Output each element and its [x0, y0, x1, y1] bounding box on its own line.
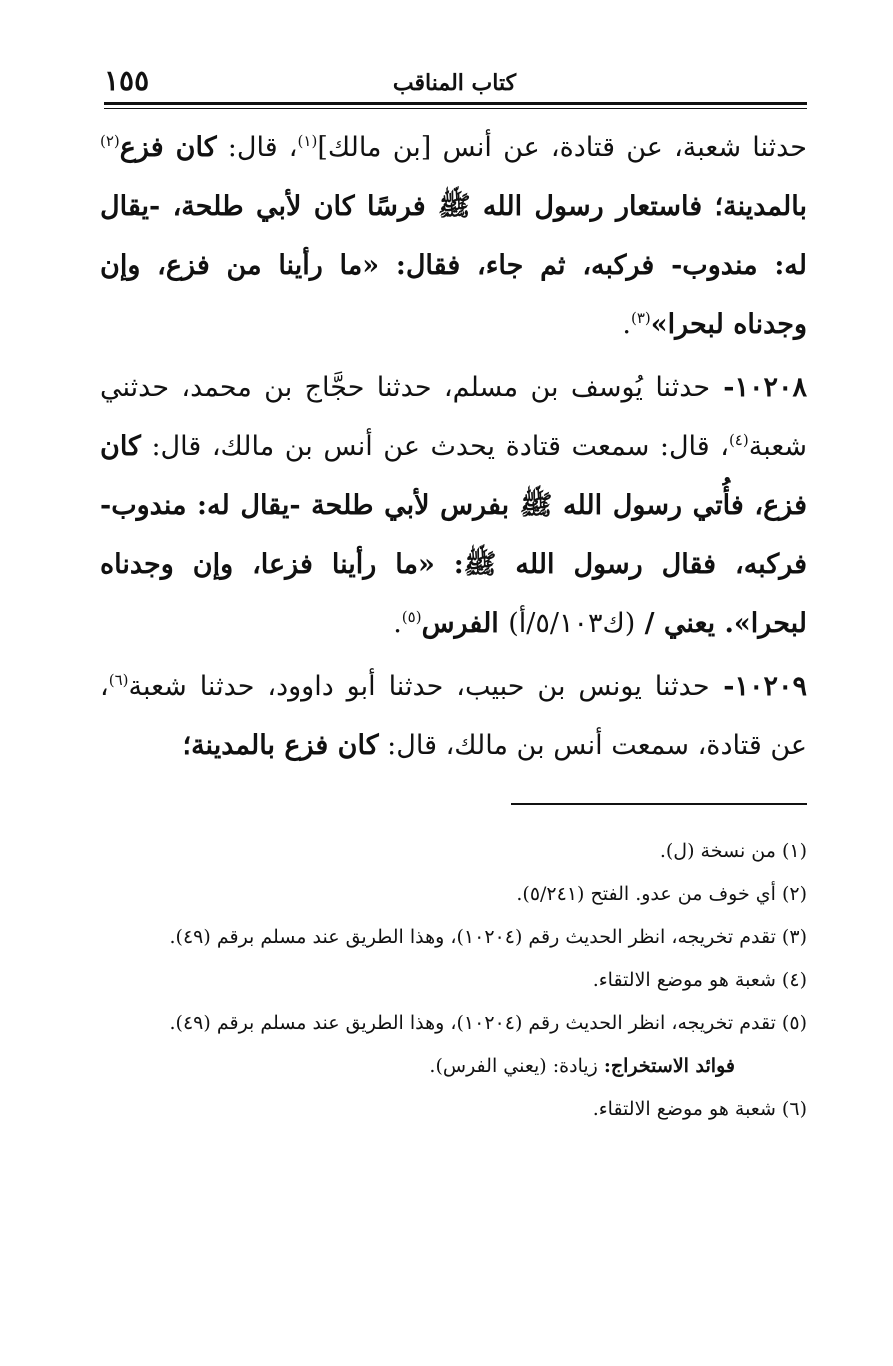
footnote-2: (٢) أي خوف من عدو. الفتح (٥/٢٤١).: [516, 883, 807, 905]
paragraph-3: ١٠٢٠٩- حدثنا يونس بن حبيب، حدثنا أبو داوود، حدثنا شعبة$^{(٦)}$، عن قتادة، سمعت أنس بن مالك، قال: كان فزع بالمدينة؛: [100, 671, 808, 761]
footnote-3: (٣) تقدم تخريجه، انظر الحديث رقم (١٠٢٠٤)، وهذا الطريق عند مسلم برقم (٤٩).: [169, 926, 807, 948]
page-header: [104, 58, 805, 102]
paragraph-1: حدثنا شعبة، عن قتادة، عن أنس [بن مالك]$^{(١)}$، قال: كان فزع$^{(٢)}$ بالمدينة؛ فاستعار رسول الله ﷺ فرسًا كان لأبي طلحة، -يقال له: مندوب- فركبه، ثم جاء، فقال: «ما رأينا من فزع، وإن وجدناه لبحرا»$^{(٣)}$.: [100, 132, 807, 340]
matn: كان فزع بالمدينة؛: [182, 730, 379, 761]
footnote-separator: [511, 803, 807, 805]
header-rule: [104, 102, 807, 109]
footnote-ref-3: (٣): [630, 309, 651, 327]
footnote-ref-5: (٥): [401, 608, 422, 626]
footnote-ref-1: (١): [297, 132, 318, 150]
footnote-5: (٥) تقدم تخريجه، انظر الحديث رقم (١٠٢٠٤)، وهذا الطريق عند مسلم برقم (٤٩).: [169, 1012, 807, 1034]
footnote-1: (١) من نسخة (ل).: [659, 840, 807, 862]
footnote-6: (٦) شعبة هو موضع الالتقاء.: [592, 1098, 807, 1120]
footnote-4: (٤) شعبة هو موضع الالتقاء.: [592, 969, 807, 991]
footnote-5-extra: فوائد الاستخراج: زيادة: (يعني الفرس).: [429, 1055, 735, 1077]
matn: الفرس: [421, 608, 509, 639]
footnotes: [100, 830, 807, 1131]
matn: كان فزع، فأُتي رسول الله ﷺ بفرس لأبي طلحة -يقال له: مندوب- فركبه، فقال رسول الله ﷺ: «ما رأينا فزعا، وإن وجدناه لبحرا». يعني /: [100, 431, 807, 639]
extraction-benefits-label: فوائد الاستخراج:: [603, 1055, 735, 1077]
matn: كان فزع: [119, 132, 217, 163]
manuscript-ref: (ك٥/١٠٣/أ): [508, 608, 636, 639]
footnote-ref-4: (٤): [728, 431, 749, 449]
hadith-number: ١٠٢٠٨: [734, 372, 807, 403]
footnote-ref-2: (٢): [100, 132, 120, 150]
paragraph-2: ١٠٢٠٨- حدثنا يُوسف بن مسلم، حدثنا حجَّاج بن محمد، حدثني شعبة$^{(٤)}$، قال: سمعت قتادة يحدث عن أنس بن مالك، قال: كان فزع، فأُتي رسول الله ﷺ بفرس لأبي طلحة -يقال له: مندوب- فركبه، فقال رسول الله ﷺ: «ما رأينا فزعا، وإن وجدناه لبحرا». يعني / (ك٥/١٠٣/أ) الفرس$^{(٥)}$.: [100, 372, 807, 639]
hadith-number: ١٠٢٠٩: [734, 671, 808, 702]
main-text: [100, 118, 807, 779]
book-title: كتاب المناقب: [392, 70, 517, 96]
footnote-ref-6: (٦): [108, 671, 129, 689]
page-number: ١٥٥: [104, 64, 150, 97]
matn: بالمدينة؛ فاستعار رسول الله ﷺ فرسًا كان لأبي طلحة، -يقال له: مندوب- فركبه، ثم جاء، فقال: «ما رأينا من فزع، وإن وجدناه لبحرا»: [100, 191, 807, 340]
